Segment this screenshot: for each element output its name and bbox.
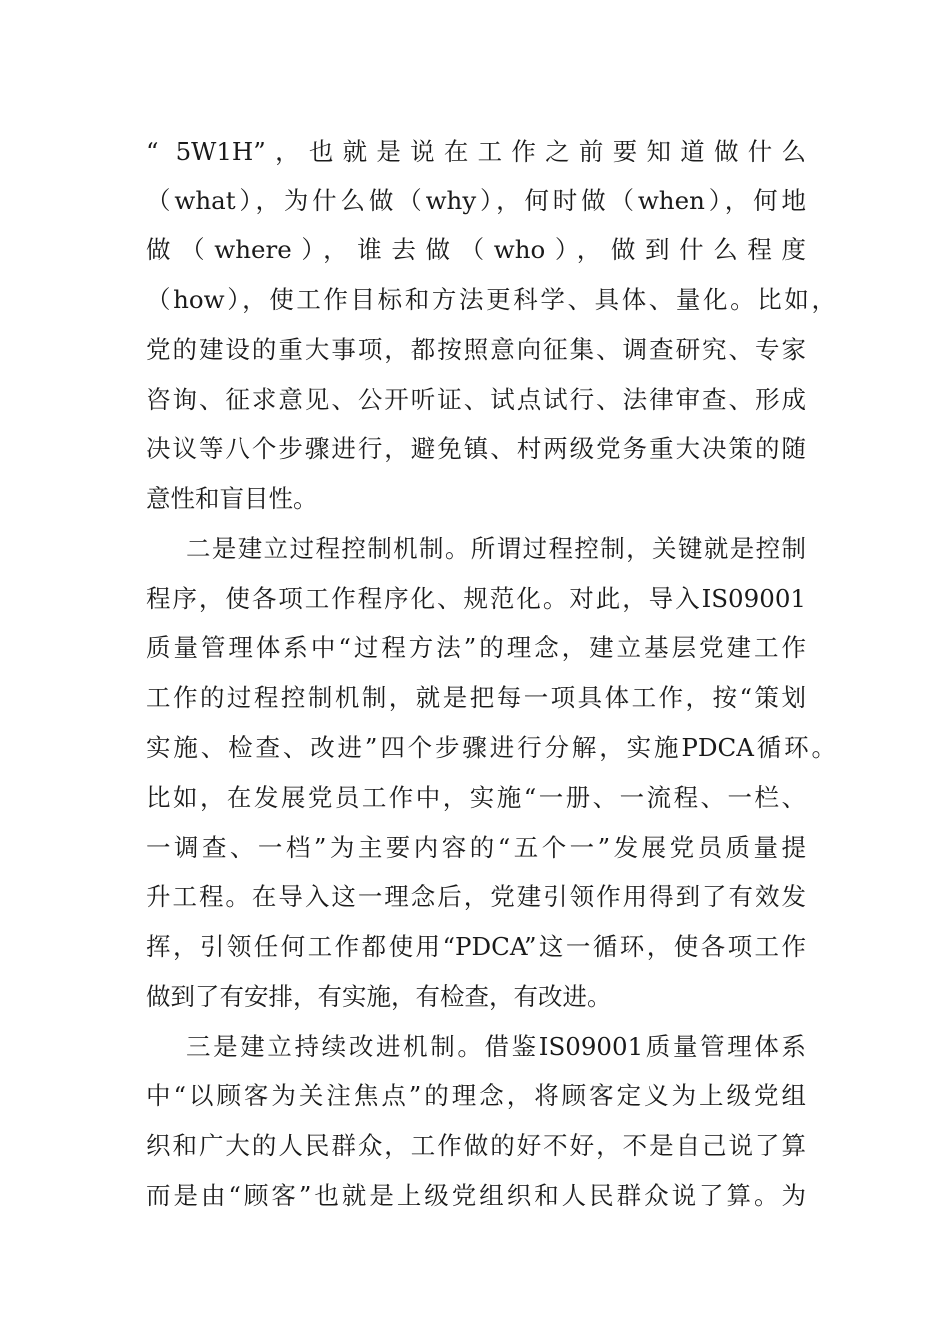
- text-line-15: 一调查、一档”为主要内容的“五个一”发展党员质量提: [146, 833, 806, 862]
- text-line-2: （what），为什么做（why），何时做（when），何地: [146, 186, 806, 215]
- text-line-4: （how），使工作目标和方法更科学、具体、量化。比如，: [146, 285, 836, 314]
- text-line-10: 程序，使各项工作程序化、规范化。对此，导入IS09001: [146, 584, 806, 613]
- text-line-21: 织和广大的人民群众，工作做的好不好，不是自己说了算: [146, 1131, 806, 1160]
- text-line-17: 挥，引领任何工作都使用“PDCA”这一循环，使各项工作: [146, 932, 806, 961]
- text-line-22: 而是由“顾客”也就是上级党组织和人民群众说了算。为: [146, 1181, 806, 1210]
- text-line-20: 中“以顾客为关注焦点”的理念，将顾客定义为上级党组: [146, 1081, 806, 1110]
- text-line-7: 决议等八个步骤进行，避免镇、村两级党务重大决策的随: [146, 434, 806, 463]
- text-line-8: 意性和盲目性。: [146, 484, 318, 513]
- text-line-19: 三是建立持续改进机制。借鉴IS09001质量管理体系: [186, 1032, 806, 1061]
- text-line-14: 比如，在发展党员工作中，实施“一册、一流程、一栏、: [146, 783, 806, 812]
- text-line-5: 党的建设的重大事项，都按照意向征集、调查研究、专家: [146, 335, 806, 364]
- text-line-12: 工作的过程控制机制，就是把每一项具体工作，按“策划: [146, 683, 806, 712]
- text-line-6: 咨询、征求意见、公开听证、试点试行、法律审查、形成: [146, 385, 806, 414]
- text-line-13: 实施、检查、改进”四个步骤进行分解，实施PDCA循环。: [146, 733, 836, 762]
- text-line-1: “ 5W1H”，也就是说在工作之前要知道做什么: [146, 137, 806, 166]
- text-line-3: 做（where），谁去做（who），做到什么程度: [146, 235, 806, 264]
- text-line-9: 二是建立过程控制机制。所谓过程控制，关键就是控制: [186, 534, 806, 563]
- text-line-18: 做到了有安排，有实施，有检查，有改进。: [146, 982, 612, 1011]
- text-line-16: 升工程。在导入这一理念后，党建引领作用得到了有效发: [146, 882, 806, 911]
- text-line-11: 质量管理体系中“过程方法”的理念，建立基层党建工作: [146, 633, 806, 662]
